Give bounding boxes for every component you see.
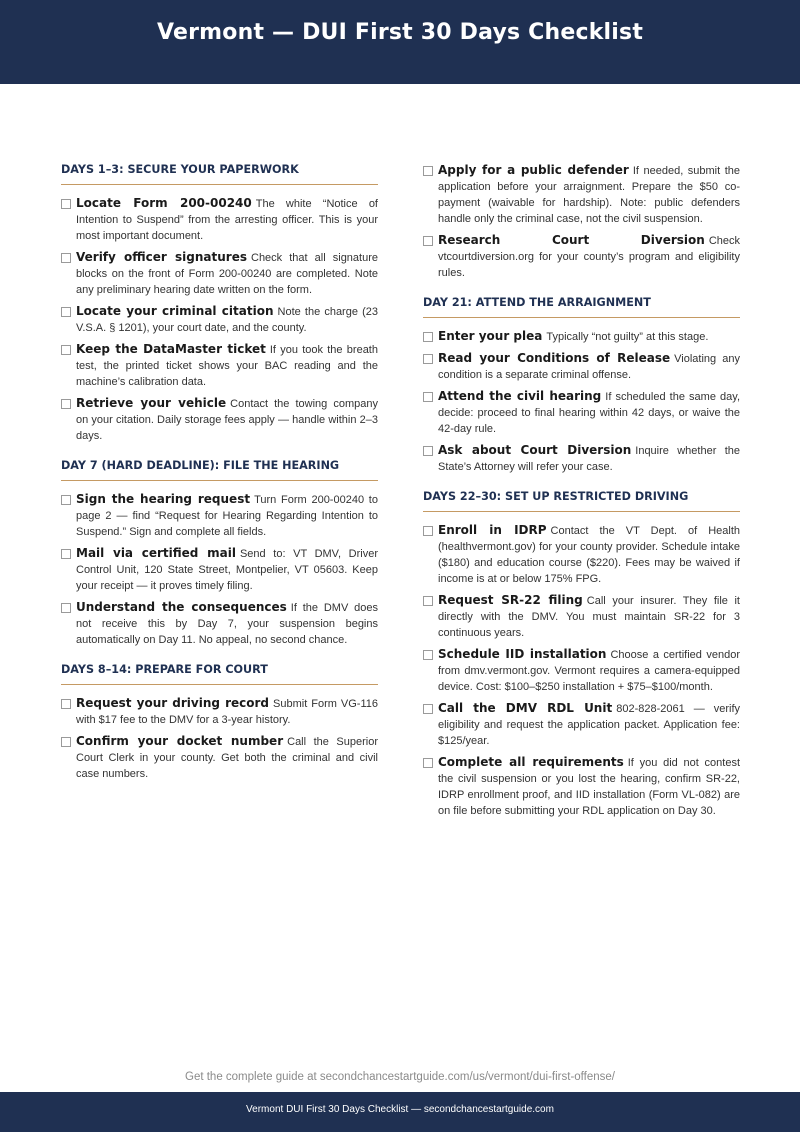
checkbox[interactable] bbox=[61, 603, 71, 613]
checklist-item bbox=[61, 733, 378, 782]
intro-checklist bbox=[423, 162, 740, 281]
checkbox[interactable] bbox=[61, 345, 71, 355]
checklist-item-title: Call the DMV RDL Unit bbox=[438, 701, 613, 715]
checklist-item bbox=[423, 388, 740, 437]
checklist-item-text: Inquire whether the State’s Attorney will refer your case. bbox=[438, 445, 741, 473]
checklist-item bbox=[61, 545, 378, 594]
checkbox[interactable] bbox=[423, 704, 433, 714]
checklist-item bbox=[423, 328, 740, 345]
checklist-item-text: Contact the towing company on your citation. Daily storage fees apply — handle within 2–3 days. bbox=[76, 398, 378, 442]
checklist-item-title: Apply for a public defender bbox=[438, 163, 629, 177]
section-title: DAYS 22–30: SET UP RESTRICTED DRIVING bbox=[423, 489, 740, 512]
checkbox[interactable] bbox=[423, 446, 433, 456]
checklist-item-title: Request your driving record bbox=[76, 696, 270, 710]
checkbox[interactable] bbox=[423, 354, 433, 364]
checklist-item bbox=[423, 442, 740, 475]
right-column bbox=[423, 162, 740, 833]
checklist-item-text: If the DMV does not receive this by Day 7, your suspension begins automatically on Day 11. No appeal, no second chance. bbox=[76, 602, 378, 646]
checkbox[interactable] bbox=[423, 596, 433, 606]
checklist-section bbox=[61, 458, 378, 648]
checklist-item-title: Enter your plea bbox=[438, 329, 543, 343]
section-title: DAY 7 (HARD DEADLINE): FILE THE HEARING bbox=[61, 458, 378, 481]
checklist-item-title: Keep the DataMaster ticket bbox=[76, 342, 266, 356]
checkbox[interactable] bbox=[61, 307, 71, 317]
checklist-item-text: Note the charge (23 V.S.A. § 1201), your court date, and the county. bbox=[76, 306, 379, 334]
checklist-item-text: Typically “not guilty” at this stage. bbox=[546, 331, 709, 343]
checkbox[interactable] bbox=[423, 236, 433, 246]
checklist-item-text: Send to: VT DMV, Driver Control Unit, 120 State Street, Montpelier, VT 05603. Keep your receipt — it proves timely filing. bbox=[76, 548, 378, 592]
section-title: DAY 21: ATTEND THE ARRAIGNMENT bbox=[423, 295, 740, 318]
checklist-item-title: Retrieve your vehicle bbox=[76, 396, 227, 410]
checklist-item bbox=[423, 162, 740, 227]
checklist-item bbox=[61, 303, 378, 336]
checklist-item-text: Violating any condition is a separate criminal offense. bbox=[438, 353, 740, 381]
page-title: Vermont — DUI First 30 Days Checklist bbox=[156, 20, 644, 45]
checklist-item-text: If you took the breath test, the printed ticket shows your BAC reading and the machine’s calibration data. bbox=[76, 344, 378, 388]
checklist-item bbox=[423, 522, 740, 587]
checkbox[interactable] bbox=[423, 526, 433, 536]
checklist-item-text: Choose a certified vendor from dmv.vermont.gov. Vermont requires a camera-equipped device. Cost: $100–$250 installation + $75–$100/month. bbox=[438, 649, 740, 693]
checkbox[interactable] bbox=[61, 549, 71, 559]
checklist-item bbox=[61, 491, 378, 540]
checkbox[interactable] bbox=[61, 253, 71, 263]
footer-text: Vermont DUI First 30 Days Checklist — secondchancestartguide.com bbox=[246, 1104, 554, 1115]
checklist-item-text: If you did not contest the civil suspension or you lost the hearing, confirm SR-22, IDRP enrollment proof, and IID installation (Form VL-082) are on file before submitting your RDL application on Day 30. bbox=[438, 757, 740, 817]
checkbox[interactable] bbox=[61, 199, 71, 209]
checkbox[interactable] bbox=[61, 399, 71, 409]
section-title: DAYS 8–14: PREPARE FOR COURT bbox=[61, 662, 378, 685]
checklist-item-text: Check vtcourtdiversion.org for your county’s program and eligibility rules. bbox=[438, 235, 740, 279]
left-column bbox=[61, 162, 378, 796]
checklist-item-title: Mail via certified mail bbox=[76, 546, 236, 560]
checkbox[interactable] bbox=[423, 392, 433, 402]
checklist-item-text: Call the Superior Court Clerk in your county. Get both the criminal and civil case numbers. bbox=[76, 736, 379, 780]
guide-link-text: Get the complete guide at secondchancestartguide.com/us/vermont/dui-first-offense/ bbox=[185, 1071, 615, 1083]
checklist-item-text: 802-828-2061 — verify eligibility and request the application packet. Application fee: $125/year. bbox=[438, 703, 741, 747]
checklist-item-text: Turn Form 200-00240 to page 2 — find “Request for Hearing Regarding Intention to Suspend.” Sign and complete all fields. bbox=[76, 494, 378, 538]
checkbox[interactable] bbox=[423, 650, 433, 660]
checklist-item bbox=[61, 395, 378, 444]
page-header bbox=[0, 0, 800, 84]
section-title: DAYS 1–3: SECURE YOUR PAPERWORK bbox=[61, 162, 378, 185]
checklist-item-title: Attend the civil hearing bbox=[438, 389, 602, 403]
checklist-section bbox=[61, 162, 378, 444]
checklist-section bbox=[61, 662, 378, 782]
checklist-item-title: Schedule IID installation bbox=[438, 647, 607, 661]
checklist-item-text: If needed, submit the application before your arraignment. Prepare the $50 co-payment (waivable for hardship). Note: public defenders handle only the criminal case, not the civil suspension. bbox=[438, 165, 741, 225]
checklist-item bbox=[423, 754, 740, 819]
checkbox[interactable] bbox=[61, 495, 71, 505]
checklist-item-title: Research Court Diversion bbox=[438, 233, 705, 247]
checkbox[interactable] bbox=[423, 758, 433, 768]
checklist-item bbox=[61, 695, 378, 728]
checklist-item-title: Verify officer signatures bbox=[76, 250, 247, 264]
checklist-item-title: Understand the consequences bbox=[76, 600, 287, 614]
checkbox[interactable] bbox=[423, 332, 433, 342]
checklist-item bbox=[61, 341, 378, 390]
checklist-item-text: The white “Notice of Intention to Suspend” from the arresting officer. This is your most important document. bbox=[76, 198, 378, 242]
checklist-item bbox=[423, 592, 740, 641]
checklist-item-title: Enroll in IDRP bbox=[438, 523, 547, 537]
checklist-section bbox=[423, 295, 740, 475]
checklist-item bbox=[423, 646, 740, 695]
checklist-item bbox=[423, 350, 740, 383]
checklist-item bbox=[61, 249, 378, 298]
checklist-item-title: Locate your criminal citation bbox=[76, 304, 274, 318]
checklist-section bbox=[423, 489, 740, 819]
checklist-item-title: Request SR-22 filing bbox=[438, 593, 583, 607]
checklist-item bbox=[61, 599, 378, 648]
checklist-item-title: Confirm your docket number bbox=[76, 734, 284, 748]
checklist-item-text: Call your insurer. They file it directly with the DMV. You must maintain SR-22 for 3 continuous years. bbox=[438, 595, 740, 639]
checklist-item bbox=[61, 195, 378, 244]
checklist-item-title: Sign the hearing request bbox=[76, 492, 251, 506]
checklist-item-title: Read your Conditions of Release bbox=[438, 351, 671, 365]
page-footer bbox=[0, 1092, 800, 1132]
checkbox[interactable] bbox=[61, 737, 71, 747]
checklist-item bbox=[423, 700, 740, 749]
checkbox[interactable] bbox=[61, 699, 71, 709]
checklist-item-text: If scheduled the same day, decide: proceed to final hearing within 42 days, or waive the 42-day rule. bbox=[438, 391, 740, 435]
checklist-item-title: Complete all requirements bbox=[438, 755, 624, 769]
checklist-item-text: Submit Form VG-116 with $17 fee to the DMV for a 3-year history. bbox=[76, 698, 378, 726]
checklist-item-title: Ask about Court Diversion bbox=[438, 443, 632, 457]
checklist-item-text: Check that all signature blocks on the front of Form 200-00240 are completed. Note any preliminary hearing date written on the form. bbox=[76, 252, 378, 296]
checklist-item bbox=[423, 232, 740, 281]
checklist-item-title: Locate Form 200-00240 bbox=[76, 196, 252, 210]
checkbox[interactable] bbox=[423, 166, 433, 176]
checklist-item-text: Contact the VT Dept. of Health (healthvermont.gov) for your county provider. Schedule intake ($180) and education course ($220). Fees may be waived if income is at or below 175% FPG. bbox=[438, 525, 740, 585]
